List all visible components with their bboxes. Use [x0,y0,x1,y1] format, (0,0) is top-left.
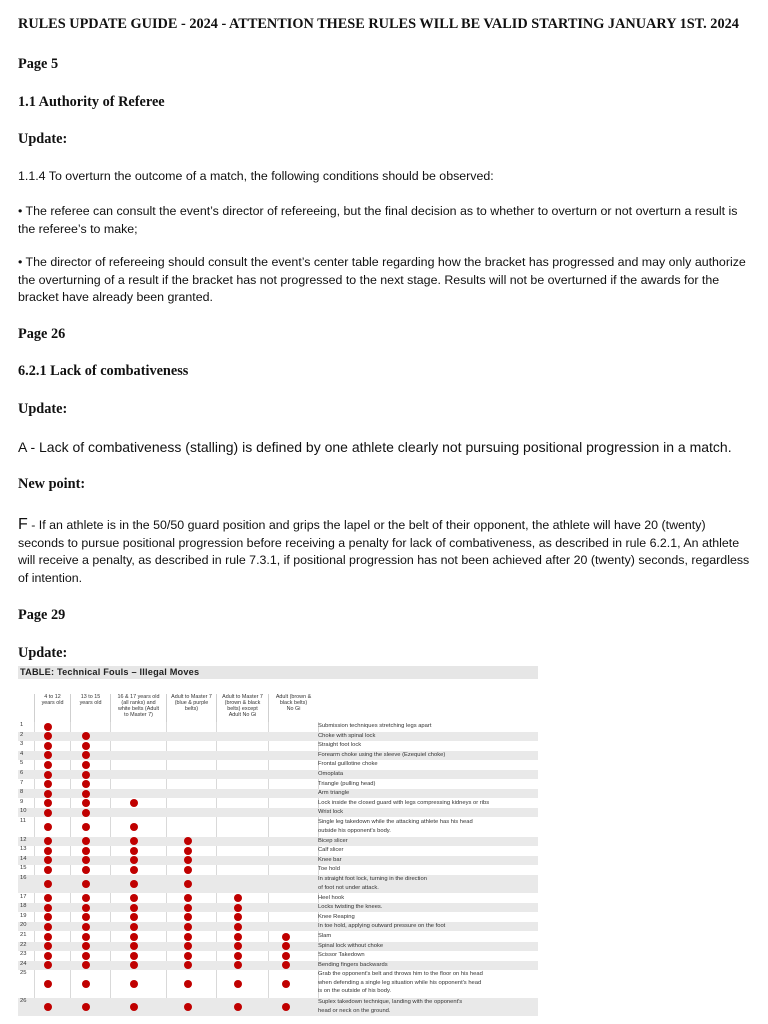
table-row [18,875,538,893]
illegal-marker-dot [44,761,52,769]
row-description: Knee bar [318,856,342,863]
row-description: Omoplata [318,771,344,777]
illegal-marker-dot [184,923,192,931]
illegal-marker-dot [184,894,192,902]
illegal-marker-dot [184,847,192,855]
table-row [18,789,538,798]
row-number: 9 [20,798,24,805]
row-description: Arm triangle [318,790,350,797]
illegal-marker-dot [44,809,52,817]
illegal-marker-dot [82,799,90,807]
illegal-marker-dot [44,933,52,941]
illegal-marker-dot [82,856,90,864]
column-header: 4 to 12 years old [34,694,70,722]
column-header: Adult (brown & black belts) No Gi [268,694,318,722]
row-description: Submission techniques stretching legs apart [318,723,432,729]
illegal-marker-dot [82,790,90,798]
table-row [18,846,538,855]
row-number: 17 [20,893,27,900]
paragraph-bullet-1: • The referee can consult the event’s director of refereeing, but the final decision as to whether to overturn or not overturn a result is the referee’s to make; [18,204,738,236]
table-row [18,751,538,760]
illegal-marker-dot [130,904,138,912]
row-description: Straight foot lock [318,742,362,749]
row-number: 20 [20,922,27,929]
paragraph-bullet-2: • The director of refereeing should consult the event’s center table regarding how the bracket has progressed and may only authorize the overturning of a result if the bracket has not progressed to the next stage. Results will not be overturned if the awards for the bracket have already been granted. [18,255,746,304]
illegal-marker-dot [184,933,192,941]
row-description: Toe hold [318,866,340,873]
illegal-marker-dot [130,799,138,807]
illegal-marker-dot [82,923,90,931]
table-row [18,894,538,903]
illegal-marker-dot [44,952,52,960]
illegal-marker-dot [130,856,138,864]
illegal-marker-dot [234,894,242,902]
row-number: 15 [20,865,27,872]
illegal-marker-dot [44,1003,52,1011]
paragraph-F [18,516,753,587]
illegal-marker-dot [82,894,90,902]
illegal-marker-dot [130,1003,138,1011]
page-title: RULES UPDATE GUIDE - 2024 - ATTENTION THESE RULES WILL BE VALID STARTING JANUARY 1ST. 2024 [18,16,739,32]
illegal-marker-dot [130,942,138,950]
illegal-marker-dot [130,913,138,921]
table-row [18,760,538,769]
table-row [18,932,538,941]
illegal-marker-dot [130,823,138,831]
illegal-marker-dot [44,866,52,874]
illegal-marker-dot [82,1003,90,1011]
paragraph-F-letter: F [18,516,28,533]
illegal-marker-dot [82,904,90,912]
illegal-marker-dot [234,1003,242,1011]
illegal-marker-dot [130,847,138,855]
row-number: 5 [20,760,24,767]
illegal-marker-dot [184,980,192,988]
row-description: Spinal lock without choke [318,942,384,949]
row-description: Forearm choke using the sleeve (Ezequiel choke) [318,751,446,758]
illegal-marker-dot [44,771,52,779]
illegal-marker-dot [234,961,242,969]
illegal-marker-dot [282,961,290,969]
row-number: 13 [20,846,27,853]
illegal-marker-dot [282,1003,290,1011]
illegal-marker-dot [82,866,90,874]
row-number: 12 [20,836,27,843]
illegal-marker-dot [44,790,52,798]
illegal-marker-dot [44,856,52,864]
illegal-marker-dot [44,780,52,788]
table-title: TABLE: Technical Fouls – Illegal Moves [18,666,538,679]
row-description: Single leg takedown while the attacking athlete has his head outside his opponent's body. [318,819,473,834]
table-row [18,780,538,789]
illegal-marker-dot [82,980,90,988]
illegal-marker-dot [130,866,138,874]
column-header: Adult to Master 7 (brown & black belts) except Adult No Gi [216,694,268,722]
illegal-marker-dot [82,952,90,960]
table-row [18,922,538,931]
column-header: Adult to Master 7 (blue & purple belts) [166,694,216,722]
row-description: Suplex takedown technique, landing with the opponent's head or neck on the ground. [318,999,463,1014]
table-row [18,799,538,808]
illegal-marker-dot [234,980,242,988]
row-number: 22 [20,941,27,948]
row-description: In toe hold, applying outward pressure on the foot [318,923,446,930]
table-row [18,913,538,922]
illegal-marker-dot [234,923,242,931]
illegal-marker-dot [184,913,192,921]
row-description: Slam [318,933,332,939]
illegal-marker-dot [184,961,192,969]
illegal-marker-dot [82,823,90,831]
column-header: 13 to 15 years old [70,694,110,722]
row-number: 14 [20,855,27,862]
row-description: Calf slicer [318,847,344,854]
row-number: 1 [20,722,24,728]
illegal-marker-dot [44,904,52,912]
table-row [18,961,538,970]
illegal-marker-dot [44,837,52,845]
illegal-marker-dot [82,913,90,921]
illegal-marker-dot [82,761,90,769]
illegal-marker-dot [44,847,52,855]
update-label-1: Update: [18,131,68,147]
illegal-marker-dot [82,880,90,888]
section-heading-combativeness: 6.2.1 Lack of combativeness [18,363,189,379]
table-row [18,770,538,779]
illegal-marker-dot [82,847,90,855]
new-point-label: New point: [18,476,86,492]
illegal-marker-dot [44,880,52,888]
illegal-marker-dot [44,961,52,969]
table-row [18,732,538,741]
illegal-marker-dot [130,980,138,988]
illegal-marker-dot [234,933,242,941]
illegal-marker-dot [44,913,52,921]
illegal-marker-dot [82,751,90,759]
row-number: 26 [20,998,27,1004]
illegal-marker-dot [44,751,52,759]
illegal-marker-dot [44,723,52,731]
illegal-marker-dot [44,894,52,902]
row-number: 16 [20,875,27,881]
row-number: 25 [20,970,27,977]
row-number: 6 [20,770,24,776]
illegal-marker-dot [130,961,138,969]
row-number: 19 [20,912,27,919]
illegal-marker-dot [282,952,290,960]
illegal-marker-dot [234,913,242,921]
row-number: 7 [20,779,24,786]
illegal-marker-dot [234,942,242,950]
illegal-marker-dot [282,942,290,950]
row-number: 8 [20,789,24,796]
row-number: 4 [20,750,24,757]
table-row [18,865,538,874]
illegal-marker-dot [44,742,52,750]
row-description: Knee Reaping [318,913,355,920]
illegal-marker-dot [184,866,192,874]
row-number: 23 [20,951,27,958]
paragraph-A: A - Lack of combativeness (stalling) is defined by one athlete clearly not pursuing positional progression in a match. [18,439,732,455]
illegal-marker-dot [44,980,52,988]
illegal-marker-dot [130,880,138,888]
illegal-marker-dot [44,732,52,740]
row-description: Grab the opponent's belt and throws him to the floor on his head when defending a single leg situation while his opponent's head is on the outside of his body. [318,971,483,995]
illegal-marker-dot [234,904,242,912]
illegal-marker-dot [82,837,90,845]
table-row [18,722,538,731]
page-26-label: Page 26 [18,326,66,342]
illegal-marker-dot [44,923,52,931]
table-row [18,998,538,1016]
row-description: Choke with spinal lock [318,732,376,739]
illegal-marker-dot [82,742,90,750]
illegal-marker-dot [130,952,138,960]
page-5-label: Page 5 [18,56,59,72]
illegal-marker-dot [184,856,192,864]
illegal-marker-dot [82,732,90,740]
illegal-marker-dot [82,933,90,941]
row-description: Wrist lock [318,809,344,816]
update-label-2: Update: [18,401,68,417]
table-row [18,818,538,836]
table-row [18,741,538,750]
row-description: In straight foot lock, turning in the direction of foot not under attack. [318,876,427,891]
row-number: 18 [20,903,27,910]
row-description: Bicep slicer [318,837,348,844]
illegal-marker-dot [130,933,138,941]
row-description: Locks twisting the knees. [318,904,383,911]
illegal-marker-dot [44,799,52,807]
paragraph-1-1-4: 1.1.4 To overturn the outcome of a match, the following conditions should be observed: [18,169,494,183]
row-description: Heel hook [318,894,345,901]
illegal-marker-dot [282,933,290,941]
row-description: Triangle (pulling head) [318,780,376,787]
illegal-marker-dot [282,980,290,988]
illegal-marker-dot [130,837,138,845]
illegal-marker-dot [184,880,192,888]
illegal-marker-dot [82,780,90,788]
table-row [18,942,538,951]
row-number: 24 [20,960,27,967]
illegal-marker-dot [82,771,90,779]
row-description: Bending fingers backwards [318,961,388,968]
paragraph-F-text: - If an athlete is in the 50/50 guard position and grips the lapel or the belt of their opponent, the athlete will have 20 (twenty) seconds to pursue positional progression before receiving a penalty for lack of combativeness, as described in rule 6.2.1, An athlete will receive a penalty, as described in rule 7.3.1, if positional progression has not been achieved after 20 (twenty) seconds, regardless of intention. [18,518,750,585]
row-number: 10 [20,808,27,815]
table-row [18,951,538,960]
illegal-marker-dot [82,942,90,950]
row-number: 2 [20,731,24,738]
illegal-marker-dot [234,952,242,960]
illegal-marker-dot [130,923,138,931]
illegal-marker-dot [44,823,52,831]
table-row [18,808,538,817]
row-number: 11 [20,818,27,824]
table-row [18,903,538,912]
section-heading-authority: 1.1 Authority of Referee [18,94,165,110]
row-description: Lock inside the closed guard with legs compressing kidneys or ribs [318,799,490,806]
illegal-marker-dot [184,1003,192,1011]
table-row [18,970,538,997]
illegal-marker-dot [184,904,192,912]
illegal-marker-dot [82,961,90,969]
illegal-marker-dot [184,952,192,960]
illegal-marker-dot [184,837,192,845]
row-number: 3 [20,741,24,748]
illegal-marker-dot [130,894,138,902]
table-row [18,837,538,846]
illegal-marker-dot [44,942,52,950]
technical-fouls-table [18,666,538,1014]
table-row [18,856,538,865]
illegal-marker-dot [184,942,192,950]
row-description: Frontal guillotine choke [318,761,378,768]
row-description: Scissor Takedown [318,952,365,959]
illegal-marker-dot [82,809,90,817]
row-number: 21 [20,932,27,938]
update-label-3: Update: [18,645,68,661]
page-29-label: Page 29 [18,607,66,623]
column-header: 16 & 17 years old (all ranks) and white belts (Adult to Master 7) [110,694,166,722]
